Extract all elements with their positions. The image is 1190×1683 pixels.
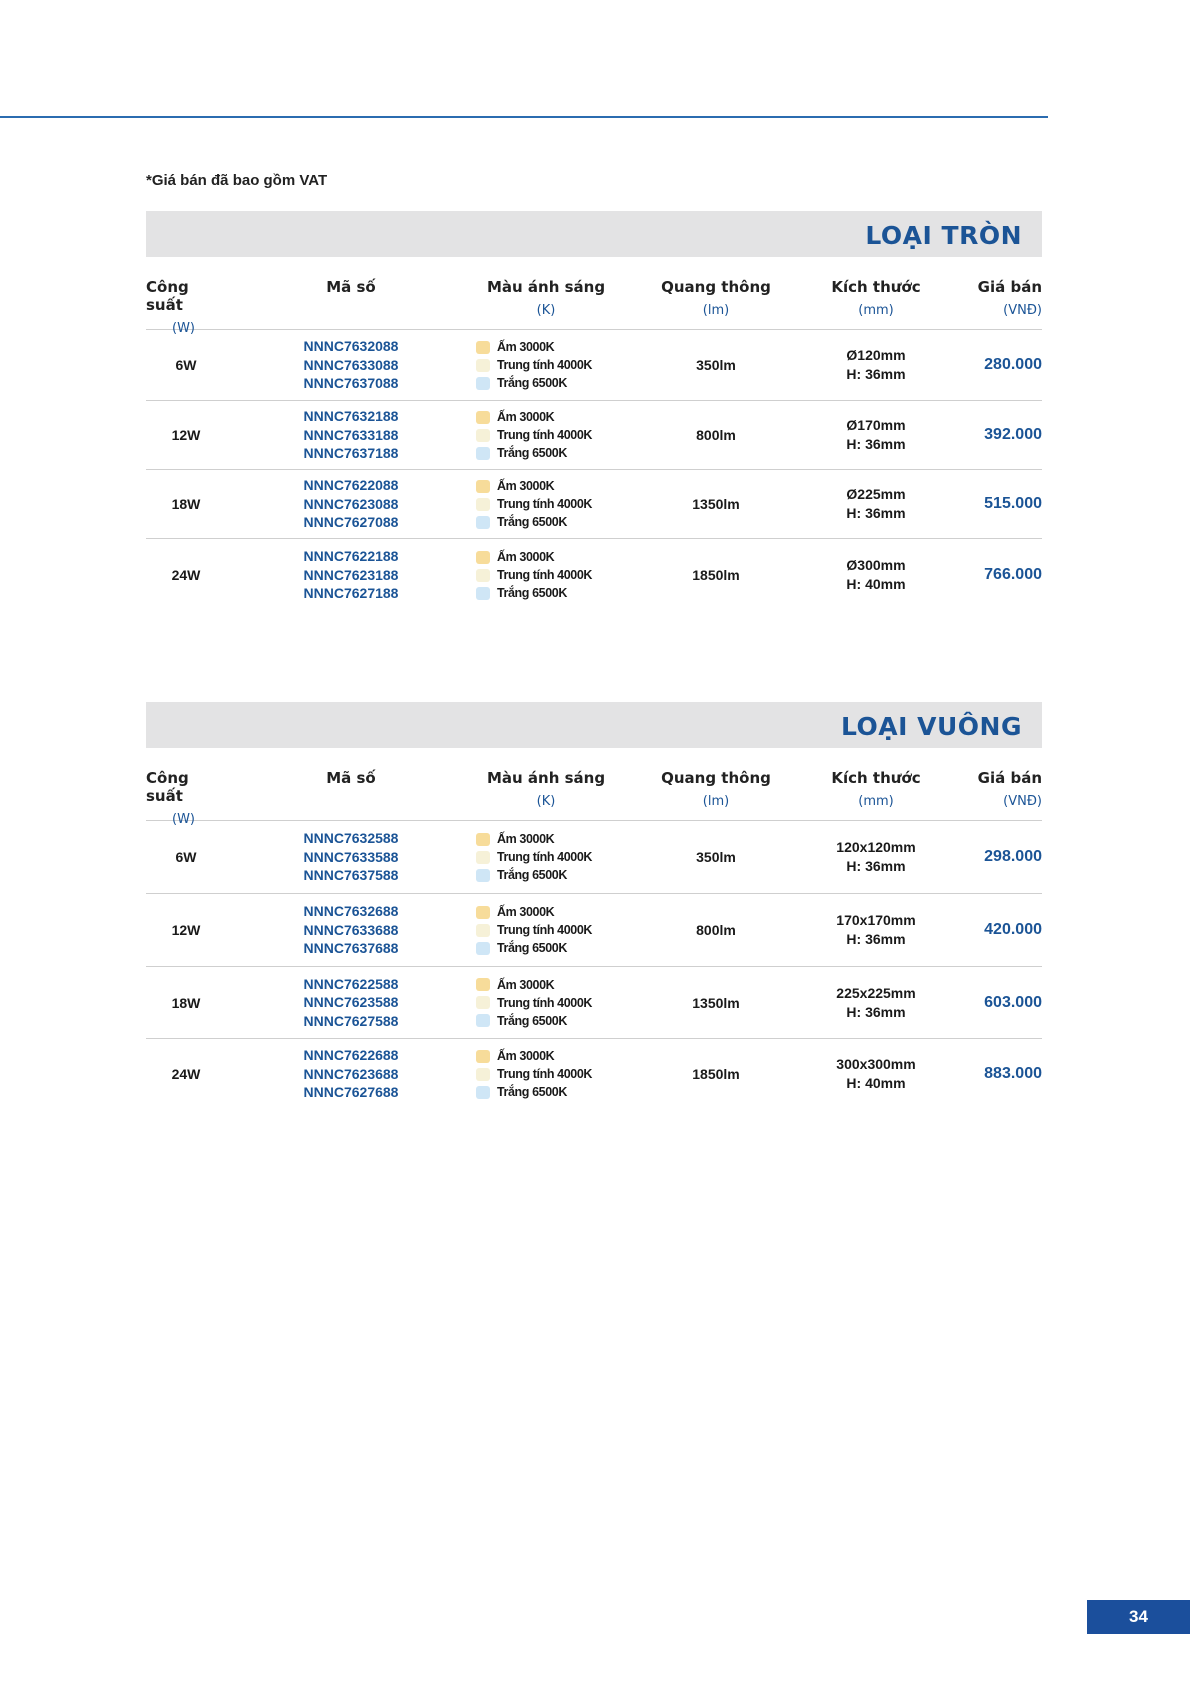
size-cell — [816, 556, 936, 594]
light-color-item — [476, 548, 554, 566]
size-cell — [816, 416, 936, 454]
header-cell — [146, 257, 226, 336]
header-cell — [816, 748, 936, 820]
light-color-item — [476, 444, 567, 462]
color-swatch — [476, 833, 490, 846]
lumen-cell: 350lm — [696, 849, 736, 865]
color-swatch — [476, 341, 490, 354]
price-cell: 280.000 — [984, 356, 1042, 373]
product-code: NNNC7632188 — [303, 408, 399, 425]
section-title: LOẠI TRÒN — [865, 221, 1022, 250]
section-title: LOẠI VUÔNG — [841, 712, 1022, 741]
light-color-label: Trung tính 4000K — [497, 1067, 593, 1081]
size-cell — [816, 984, 936, 1022]
product-code: NNNC7637688 — [303, 940, 399, 957]
product-code: NNNC7622688 — [303, 1047, 399, 1064]
size-line: H: 36mm — [846, 436, 906, 452]
light-color-item — [476, 994, 592, 1012]
price-cell: 392.000 — [984, 426, 1042, 443]
light-color-item — [476, 584, 567, 602]
color-swatch — [476, 480, 490, 493]
price-cell: 603.000 — [984, 993, 1042, 1011]
color-swatch — [476, 851, 490, 864]
top-rule — [0, 116, 1048, 118]
product-code: NNNC7633188 — [303, 426, 399, 443]
size-line: Ø170mm — [846, 417, 906, 433]
table-row — [146, 330, 1042, 401]
power-cell: 12W — [171, 427, 201, 443]
size-line: H: 40mm — [846, 1075, 906, 1091]
size-cell — [816, 346, 936, 384]
power-cell: 18W — [171, 994, 201, 1011]
header-unit: (W) — [172, 321, 195, 336]
light-color-item — [476, 1065, 592, 1083]
size-line: H: 36mm — [846, 858, 906, 874]
light-color-cell — [476, 338, 616, 392]
product-code: NNNC7632688 — [303, 903, 399, 920]
color-swatch — [476, 942, 490, 955]
light-color-label: Trung tính 4000K — [497, 497, 593, 511]
color-swatch — [476, 359, 490, 372]
light-color-item — [476, 866, 567, 884]
page-number: 34 — [1087, 1600, 1190, 1634]
codes-cell — [226, 829, 476, 885]
light-color-item — [476, 477, 554, 495]
light-color-label: Ấm 3000K — [497, 905, 555, 919]
color-swatch — [476, 569, 490, 582]
color-swatch — [476, 869, 490, 882]
light-color-label: Ấm 3000K — [497, 977, 555, 992]
power-cell: 24W — [171, 567, 201, 583]
header-label: Mã số — [326, 278, 376, 296]
header-cell — [616, 748, 816, 820]
light-color-label: Ấm 3000K — [497, 832, 555, 846]
product-code: NNNC7632088 — [303, 338, 399, 355]
light-color-item — [476, 903, 554, 921]
size-cell — [816, 485, 936, 523]
table-row — [146, 539, 1042, 611]
header-unit: (mm) — [858, 794, 894, 809]
light-color-cell — [476, 903, 616, 957]
light-color-label: Trắng 6500K — [497, 515, 567, 529]
power-cell: 24W — [171, 1066, 201, 1082]
header-label: Kích thước — [831, 769, 921, 787]
color-swatch — [476, 498, 490, 511]
product-code: NNNC7633088 — [303, 356, 399, 373]
vat-note: *Giá bán đã bao gồm VAT — [146, 172, 328, 189]
header-unit: (mm) — [858, 303, 894, 318]
light-color-label: Ấm 3000K — [497, 1049, 555, 1063]
product-code: NNNC7622088 — [303, 477, 399, 494]
codes-cell — [226, 975, 476, 1031]
product-code: NNNC7637588 — [303, 867, 399, 884]
light-color-item — [476, 1047, 554, 1065]
light-color-item — [476, 338, 554, 356]
codes-cell — [226, 407, 476, 463]
power-cell: 18W — [171, 496, 201, 512]
size-cell — [816, 1055, 936, 1093]
light-color-cell — [476, 548, 616, 602]
section-banner — [146, 702, 1042, 748]
table-row — [146, 821, 1042, 894]
color-swatch — [476, 429, 490, 442]
power-cell: 6W — [175, 849, 197, 865]
product-code: NNNC7627588 — [303, 1012, 399, 1029]
size-line: 120x120mm — [836, 839, 916, 855]
light-color-label: Trung tính 4000K — [497, 358, 593, 372]
light-color-label: Trắng 6500K — [497, 868, 567, 882]
product-code: NNNC7622188 — [303, 548, 399, 565]
light-color-item — [476, 939, 567, 957]
light-color-item — [476, 408, 554, 426]
header-unit: (lm) — [702, 794, 730, 809]
size-line: Ø120mm — [846, 347, 906, 363]
light-color-item — [476, 566, 592, 584]
light-color-label: Trung tính 4000K — [497, 428, 593, 442]
section-square — [146, 702, 1042, 1109]
header-label: Giá bán — [977, 769, 1042, 787]
color-swatch — [476, 1068, 490, 1081]
light-color-label: Trung tính 4000K — [497, 923, 593, 937]
header-cell — [616, 257, 816, 329]
power-cell: 12W — [171, 922, 201, 938]
light-color-cell — [476, 1047, 616, 1101]
light-color-label: Trắng 6500K — [497, 941, 567, 955]
header-label: Màu ánh sáng — [486, 278, 606, 296]
light-color-label: Trắng 6500K — [497, 446, 567, 460]
light-color-item — [476, 1083, 567, 1101]
product-code: NNNC7627688 — [303, 1084, 399, 1101]
codes-cell — [226, 547, 476, 603]
price-cell: 883.000 — [984, 1065, 1042, 1082]
size-line: Ø300mm — [846, 557, 906, 573]
header-cell — [936, 748, 1042, 820]
header-cell — [226, 748, 476, 820]
size-line: H: 36mm — [846, 931, 906, 947]
codes-cell — [226, 476, 476, 532]
size-line: H: 36mm — [846, 366, 906, 382]
lumen-cell: 1850lm — [692, 1066, 740, 1082]
section-round — [146, 211, 1042, 611]
lumen-cell: 1850lm — [692, 567, 740, 583]
light-color-label: Ấm 3000K — [497, 550, 555, 564]
light-color-cell — [476, 477, 616, 531]
size-line: 225x225mm — [836, 984, 916, 1001]
light-color-item — [476, 830, 554, 848]
color-swatch — [476, 377, 490, 390]
light-color-label: Trung tính 4000K — [497, 850, 593, 864]
header-unit: (K) — [536, 794, 556, 809]
color-swatch — [476, 516, 490, 529]
product-code: NNNC7627188 — [303, 585, 399, 602]
color-swatch — [476, 1050, 490, 1063]
table-header — [146, 748, 1042, 827]
header-label: Giá bán — [977, 278, 1042, 296]
product-code: NNNC7633588 — [303, 848, 399, 865]
header-label: Công suất — [146, 278, 189, 314]
color-swatch — [476, 411, 490, 424]
product-code: NNNC7637088 — [303, 375, 399, 392]
product-code: NNNC7627088 — [303, 514, 399, 531]
light-color-label: Trắng 6500K — [497, 1013, 567, 1028]
header-cell — [816, 257, 936, 329]
table-row — [146, 894, 1042, 967]
header-label: Công suất — [146, 769, 189, 805]
light-color-label: Trắng 6500K — [497, 376, 567, 390]
table-row — [146, 1039, 1042, 1109]
light-color-item — [476, 513, 567, 531]
color-swatch — [476, 1086, 490, 1099]
price-cell: 766.000 — [984, 566, 1042, 583]
color-swatch — [476, 447, 490, 460]
header-unit: (VNĐ) — [1003, 794, 1042, 809]
header-unit: (lm) — [702, 303, 730, 318]
section-banner — [146, 211, 1042, 257]
product-code: NNNC7623088 — [303, 495, 399, 512]
header-label: Quang thông — [661, 278, 771, 296]
light-color-cell — [476, 408, 616, 462]
light-color-item — [476, 848, 592, 866]
light-color-item — [476, 426, 592, 444]
light-color-item — [476, 374, 567, 392]
header-cell — [226, 257, 476, 329]
size-line: H: 40mm — [846, 576, 906, 592]
light-color-label: Trắng 6500K — [497, 1085, 567, 1099]
color-swatch — [476, 978, 490, 991]
size-line: 170x170mm — [836, 912, 916, 928]
light-color-label: Trắng 6500K — [497, 586, 567, 600]
table-row — [146, 401, 1042, 470]
color-swatch — [476, 587, 490, 600]
light-color-item — [476, 921, 592, 939]
size-line: H: 36mm — [846, 1003, 906, 1020]
table-header — [146, 257, 1042, 336]
light-color-cell — [476, 830, 616, 884]
header-unit: (K) — [536, 303, 556, 318]
price-cell: 298.000 — [984, 848, 1042, 865]
header-cell — [146, 748, 226, 827]
header-unit: (VNĐ) — [1003, 303, 1042, 318]
lumen-cell: 1350lm — [692, 994, 740, 1011]
color-swatch — [476, 924, 490, 937]
price-cell: 515.000 — [984, 495, 1042, 512]
header-cell — [476, 257, 616, 329]
lumen-cell: 1350lm — [692, 496, 740, 512]
lumen-cell: 350lm — [696, 357, 736, 373]
price-cell: 420.000 — [984, 921, 1042, 938]
light-color-label: Ấm 3000K — [497, 479, 555, 493]
product-code: NNNC7623588 — [303, 994, 399, 1011]
size-line: Ø225mm — [846, 486, 906, 502]
color-swatch — [476, 996, 490, 1009]
light-color-cell — [476, 976, 616, 1030]
light-color-item — [476, 1012, 567, 1030]
power-cell: 6W — [175, 357, 197, 373]
lumen-cell: 800lm — [696, 427, 736, 443]
header-label: Mã số — [326, 769, 376, 787]
light-color-item — [476, 356, 592, 374]
codes-cell — [226, 1046, 476, 1102]
light-color-item — [476, 976, 554, 994]
product-code: NNNC7623188 — [303, 566, 399, 583]
size-cell — [816, 911, 936, 949]
size-line: 300x300mm — [836, 1056, 916, 1072]
lumen-cell: 800lm — [696, 922, 736, 938]
color-swatch — [476, 1014, 490, 1027]
header-label: Màu ánh sáng — [486, 769, 606, 787]
light-color-label: Trung tính 4000K — [497, 568, 593, 582]
light-color-item — [476, 495, 592, 513]
header-cell — [476, 748, 616, 820]
light-color-label: Ấm 3000K — [497, 340, 555, 354]
codes-cell — [226, 902, 476, 958]
product-code: NNNC7637188 — [303, 445, 399, 462]
table-row — [146, 967, 1042, 1039]
product-code: NNNC7633688 — [303, 921, 399, 938]
product-code: NNNC7622588 — [303, 975, 399, 992]
size-cell — [816, 838, 936, 876]
light-color-label: Ấm 3000K — [497, 410, 555, 424]
product-code: NNNC7632588 — [303, 830, 399, 847]
header-unit: (W) — [172, 812, 195, 827]
light-color-label: Trung tính 4000K — [497, 995, 593, 1010]
header-cell — [936, 257, 1042, 329]
codes-cell — [226, 337, 476, 393]
header-label: Kích thước — [831, 278, 921, 296]
table-row — [146, 470, 1042, 539]
color-swatch — [476, 906, 490, 919]
color-swatch — [476, 551, 490, 564]
size-line: H: 36mm — [846, 505, 906, 521]
header-label: Quang thông — [661, 769, 771, 787]
product-code: NNNC7623688 — [303, 1065, 399, 1082]
